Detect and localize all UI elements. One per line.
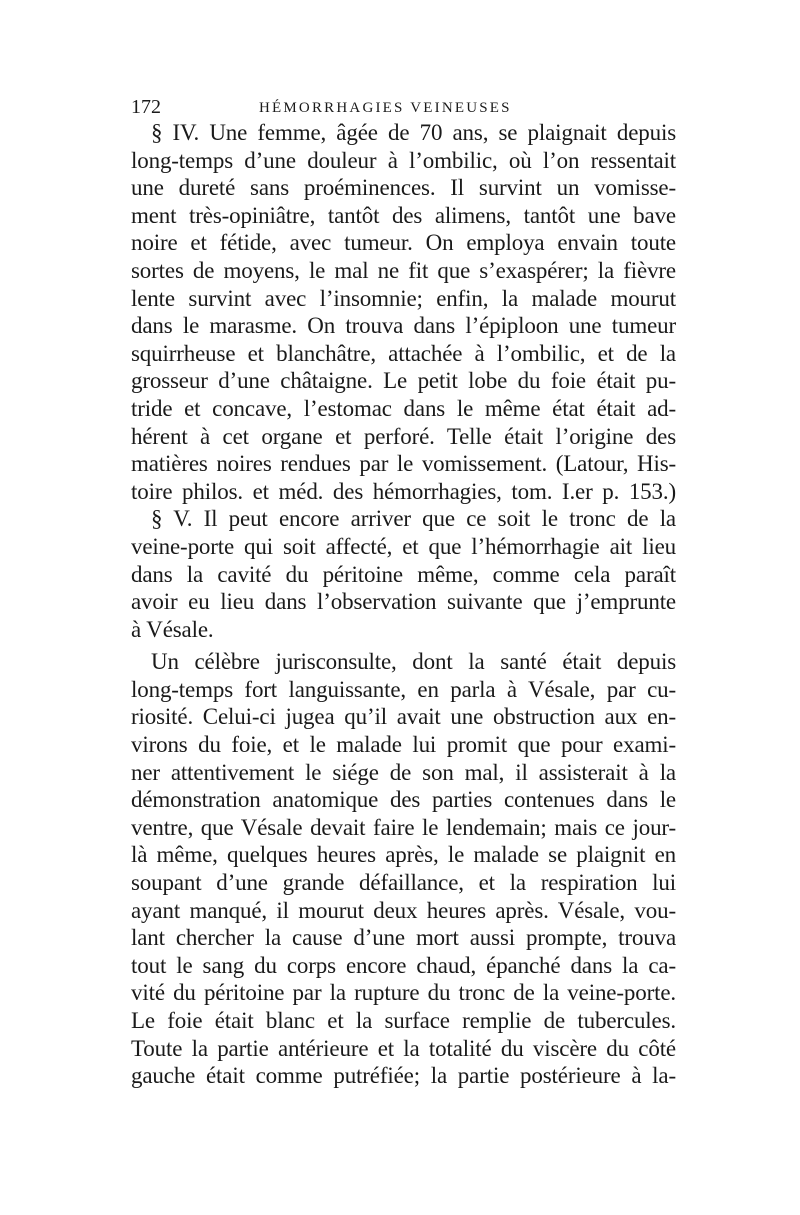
text-line: hérent à cet organe et perforé. Telle était l’origine des xyxy=(131,423,676,449)
running-title: HÉMORRHAGIES VEINEUSES xyxy=(259,100,512,116)
text-line: veine-porte qui soit affecté, et que l’hémorrhagie ait lieu xyxy=(131,533,676,559)
text-line: ayant manqué, il mourut deux heures après. Vésale, vou- xyxy=(131,897,676,923)
text-line: Le foie était blanc et la surface remplie de tubercules. xyxy=(131,1008,676,1033)
paragraph-section-v xyxy=(131,505,676,643)
text-line: matières noires rendues par le vomissement. (Latour, His- xyxy=(131,451,676,477)
text-line: dans la cavité du péritoine même, comme cela paraît xyxy=(131,561,676,587)
text-line: Un célèbre jurisconsulte, dont la santé était depuis xyxy=(151,649,676,675)
text-line: là même, quelques heures après, le malade se plaignit en xyxy=(131,842,676,868)
text-line: tout le sang du corps encore chaud, épanché dans la ca- xyxy=(131,952,676,978)
text-line: avoir eu lieu dans l’observation suivante que j’emprunte xyxy=(131,589,676,615)
text-line: démonstration anatomique des parties contenues dans le xyxy=(131,787,676,813)
text-line: vité du péritoine par la rupture du tronc de la veine-porte. xyxy=(131,980,676,1006)
text-line: ventre, que Vésale devait faire le lendemain; mais ce jour- xyxy=(131,814,676,840)
text-line: long-temps fort languissante, en parla à Vésale, par cu- xyxy=(131,676,676,702)
text-line: § IV. Une femme, âgée de 70 ans, se plaignait depuis xyxy=(151,120,676,145)
text-line: lant chercher la cause d’une mort aussi prompte, trouva xyxy=(131,925,676,951)
text-line: une dureté sans proéminences. Il survint un vomisse- xyxy=(131,175,676,201)
text-line: noire et fétide, avec tumeur. On employa envain toute xyxy=(131,230,676,256)
text-line: sortes de moyens, le mal ne fit que s’exaspérer; la fièvre xyxy=(131,257,676,283)
text-line: squirrheuse et blanchâtre, attachée à l’ombilic, et de la xyxy=(131,340,676,366)
text-line: Toute la partie antérieure et la totalité du viscère du côté xyxy=(131,1035,676,1061)
text-line: gauche était comme putréfiée; la partie postérieure à la- xyxy=(131,1063,676,1089)
text-line: ner attentivement le siége de son mal, il assisterait à la xyxy=(131,759,676,785)
text-line: virons du foie, et le malade lui promit que pour exami- xyxy=(131,732,676,758)
paragraph-section-iv xyxy=(131,119,676,505)
book-page xyxy=(131,95,676,1090)
text-line: dans le marasme. On trouva dans l’épiploon une tumeur xyxy=(131,313,676,339)
text-line: ment très-opiniâtre, tantôt des alimens, tantôt une bave xyxy=(131,202,676,228)
text-line: riosité. Celui-ci jugea qu’il avait une obstruction aux en- xyxy=(131,704,676,730)
text-line: grosseur d’une châtaigne. Le petit lobe du foie était pu- xyxy=(131,368,676,394)
text-line: soupant d’une grande défaillance, et la respiration lui xyxy=(131,870,676,896)
text-line: long-temps d’une douleur à l’ombilic, où l’on ressentait xyxy=(131,147,676,173)
text-line: lente survint avec l’insomnie; enfin, la malade mourut xyxy=(131,285,676,311)
text-line: tride et concave, l’estomac dans le même état était ad- xyxy=(131,395,676,421)
text-line: à Vésale. xyxy=(131,616,214,642)
text-line: § V. Il peut encore arriver que ce soit le tronc de la xyxy=(151,506,676,532)
page-number: 172 xyxy=(131,96,161,118)
paragraph-vesale-case xyxy=(131,648,676,1090)
text-line: toire philos. et méd. des hémorrhagies, tom. I.er p. 153.) xyxy=(131,478,676,504)
running-head xyxy=(131,95,676,119)
